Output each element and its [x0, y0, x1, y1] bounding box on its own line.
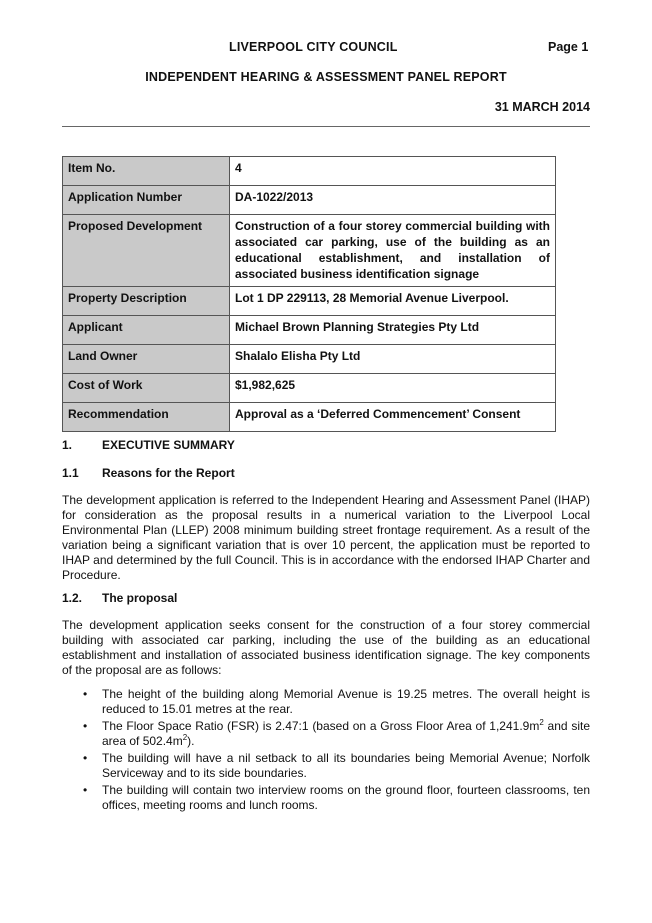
superscript: 2 [182, 733, 188, 742]
list-item [62, 751, 590, 781]
bullet-icon: • [83, 687, 88, 701]
subsection-heading-proposal [62, 591, 177, 605]
row-value-proposed-development: Construction of a four storey commercial building with associated car parking, use of the building as an educational establishment, and installation of associated business identification signage [230, 215, 556, 287]
section-number: 1. [62, 438, 73, 452]
subsection-number: 1.1 [62, 466, 79, 480]
table-row [63, 316, 556, 345]
application-summary-table [62, 156, 556, 432]
row-value-land-owner: Shalalo Elisha Pty Ltd [230, 345, 556, 374]
row-value-item-no: 4 [230, 157, 556, 186]
table-row [63, 186, 556, 215]
subsection-number: 1.2. [62, 591, 83, 605]
row-label-application-number: Application Number [63, 186, 230, 215]
reasons-paragraph: The development application is referred to the Independent Hearing and Assessment Panel (IHAP) for consideration as the proposal results in a numerical variation to the Liverpool Local Environmental Plan (LLEP) 2008 minimum building street frontage requirement. As a result of the variation being a significant variation that is over 10 percent, the application must be reported to IHAP and determined by the full Council. This is in accordance with the endorsed IHAP Charter and Procedure. [62, 493, 590, 582]
row-value-property-description: Lot 1 DP 229113, 28 Memorial Avenue Liverpool. [230, 287, 556, 316]
subsection-title: Reasons for the Report [102, 466, 235, 480]
page-number: Page 1 [548, 40, 589, 54]
section-title: EXECUTIVE SUMMARY [102, 438, 235, 452]
row-label-proposed-development: Proposed Development [63, 215, 230, 287]
row-label-applicant: Applicant [63, 316, 230, 345]
row-value-application-number: DA-1022/2013 [230, 186, 556, 215]
row-label-land-owner: Land Owner [63, 345, 230, 374]
list-item-text-end: ). [187, 734, 195, 748]
bullet-icon: • [83, 783, 88, 797]
table-row [63, 374, 556, 403]
report-date: 31 MARCH 2014 [494, 100, 590, 114]
council-name: LIVERPOOL CITY COUNCIL [229, 40, 398, 54]
bullet-icon: • [83, 751, 88, 765]
list-item-text-start: The Floor Space Ratio (FSR) is 2.47:1 (based on a Gross Floor Area of 1,241.9m [102, 719, 540, 733]
row-value-applicant: Michael Brown Planning Strategies Pty Ltd [230, 316, 556, 345]
proposal-paragraph: The development application seeks consent for the construction of a four storey commercial building with associated car parking, including the use of the building as an educational establishment and installation of associated business identification signage. The key components of the proposal are as follows: [62, 618, 590, 677]
header-divider [62, 126, 590, 127]
table-row [63, 157, 556, 186]
report-title: INDEPENDENT HEARING & ASSESSMENT PANEL REPORT [145, 70, 507, 84]
row-label-recommendation: Recommendation [63, 403, 230, 432]
row-label-cost-of-work: Cost of Work [63, 374, 230, 403]
row-label-item-no: Item No. [63, 157, 230, 186]
row-value-cost-of-work: $1,982,625 [230, 374, 556, 403]
table-row [63, 345, 556, 374]
list-item-text: The building will have a nil setback to all its boundaries being Memorial Avenue; Norfolk Serviceway and to its side boundaries. [102, 751, 590, 780]
section-heading-executive-summary [62, 438, 235, 452]
subsection-title: The proposal [102, 591, 178, 605]
superscript: 2 [539, 718, 544, 727]
list-item-text: The height of the building along Memorial Avenue is 19.25 metres. The overall height is reduced to 15.01 metres at the rear. [102, 687, 590, 716]
bullet-icon: • [83, 719, 88, 733]
row-value-recommendation: Approval as a ‘Deferred Commencement’ Consent [230, 403, 556, 432]
table-row [63, 403, 556, 432]
table-row [63, 215, 556, 287]
subsection-heading-reasons [62, 466, 235, 480]
list-item [62, 687, 590, 717]
list-item-text: The building will contain two interview rooms on the ground floor, fourteen classrooms, ten offices, meeting rooms and lunch rooms. [102, 783, 590, 812]
table-row [63, 287, 556, 316]
list-item [62, 783, 590, 813]
proposal-components-list [62, 687, 590, 815]
row-label-property-description: Property Description [63, 287, 230, 316]
list-item-text-mid: and site area of 502.4m [102, 719, 590, 748]
list-item [62, 719, 590, 749]
